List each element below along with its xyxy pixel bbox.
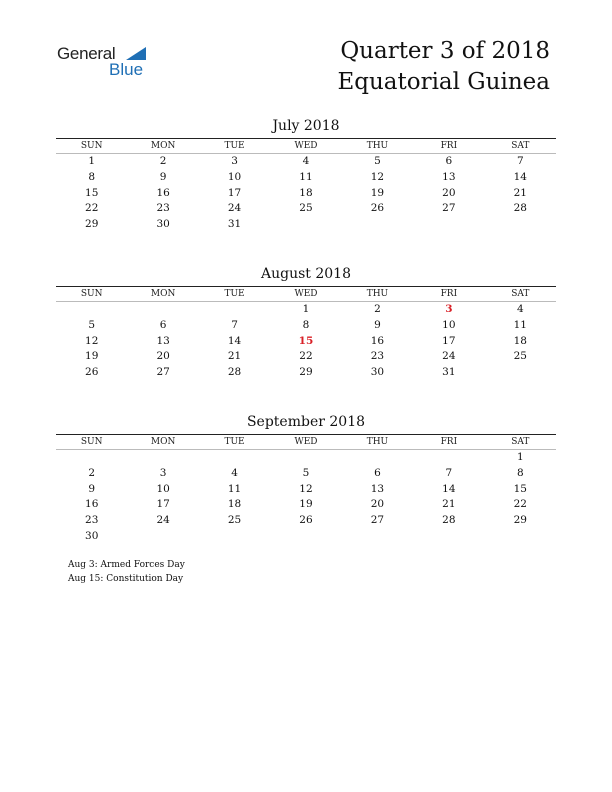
day-cell: 11 xyxy=(299,170,313,183)
day-cell: 3 xyxy=(159,466,167,479)
day-cell: 9 xyxy=(374,318,381,331)
day-cell: 1 xyxy=(88,155,96,167)
holiday-day-cell: 3 xyxy=(445,303,453,315)
day-cell: 6 xyxy=(159,318,167,331)
day-cell: 5 xyxy=(374,155,381,167)
day-cell: 13 xyxy=(370,482,385,495)
day-cell: 27 xyxy=(370,514,385,527)
weekday-header xyxy=(56,435,556,449)
weekday-label: THU xyxy=(366,437,389,447)
day-cell: 28 xyxy=(442,514,456,527)
day-cell: 24 xyxy=(156,514,170,527)
day-cell: 10 xyxy=(227,170,242,183)
empty-day-cell xyxy=(413,450,484,466)
day-cell: 16 xyxy=(370,334,385,347)
day-cell: 8 xyxy=(88,170,96,183)
logo-general-text: General xyxy=(57,44,116,63)
weekday-label: SUN xyxy=(80,289,103,299)
weekday-label: SUN xyxy=(80,141,103,151)
day-cell: 24 xyxy=(227,202,242,215)
day-cell: 25 xyxy=(227,514,242,527)
day-cell: 11 xyxy=(513,318,527,331)
day-cell: 22 xyxy=(85,202,99,215)
day-cell: 19 xyxy=(370,186,385,199)
weekday-header xyxy=(56,139,556,153)
day-cell: 2 xyxy=(88,466,96,479)
weekday-label: THU xyxy=(366,289,389,299)
day-cell: 31 xyxy=(442,366,456,379)
day-cell: 17 xyxy=(442,334,456,347)
day-cell: 21 xyxy=(442,498,456,511)
day-cell: 20 xyxy=(156,350,170,363)
empty-day-cell xyxy=(127,302,198,318)
month-title: September 2018 xyxy=(246,414,366,430)
day-cell: 28 xyxy=(513,202,527,215)
day-cell: 6 xyxy=(374,466,381,479)
weekday-label: SAT xyxy=(511,141,530,151)
day-cell: 30 xyxy=(85,529,99,542)
holiday-note: Aug 3: Armed Forces Day xyxy=(68,560,185,570)
day-cell: 12 xyxy=(85,334,99,347)
empty-day-cell xyxy=(270,450,341,466)
day-cell: 22 xyxy=(513,498,527,511)
day-cell: 1 xyxy=(302,303,310,315)
day-cell: 10 xyxy=(156,482,170,495)
day-cell: 2 xyxy=(159,155,167,167)
day-cell: 16 xyxy=(156,186,170,199)
day-cell: 13 xyxy=(442,170,456,183)
day-cell: 16 xyxy=(85,498,99,511)
day-cell: 20 xyxy=(442,186,456,199)
holiday-notes xyxy=(68,558,185,586)
day-cell: 5 xyxy=(302,466,310,479)
weekday-label: WED xyxy=(294,437,318,447)
day-cell: 18 xyxy=(299,186,313,199)
days-grid xyxy=(56,450,556,545)
empty-day-cell xyxy=(56,302,127,318)
month-calendar-august xyxy=(56,264,556,381)
day-cell: 15 xyxy=(85,186,99,199)
weekday-label: SAT xyxy=(511,437,530,447)
holiday-day-cell: 15 xyxy=(298,334,314,347)
day-cell: 29 xyxy=(85,218,99,231)
day-cell: 15 xyxy=(513,482,527,495)
logo-triangle-icon xyxy=(126,47,146,60)
day-cell: 4 xyxy=(516,303,524,315)
day-cell: 18 xyxy=(513,334,527,347)
month-title: August 2018 xyxy=(261,266,351,282)
empty-day-cell xyxy=(127,450,198,466)
month-title: July 2018 xyxy=(272,118,340,134)
weekday-label: TUE xyxy=(224,437,245,447)
day-cell: 26 xyxy=(299,514,313,527)
day-cell: 25 xyxy=(513,350,527,363)
weekday-label: FRI xyxy=(440,437,458,447)
day-cell: 28 xyxy=(227,366,242,379)
day-cell: 23 xyxy=(156,202,170,215)
day-cell: 6 xyxy=(445,155,453,167)
day-cell: 8 xyxy=(302,318,310,331)
day-cell: 27 xyxy=(156,366,170,379)
day-cell: 29 xyxy=(513,514,527,527)
day-cell: 19 xyxy=(85,350,99,363)
month-calendar-september xyxy=(56,412,556,545)
day-cell: 23 xyxy=(370,350,385,363)
empty-day-cell xyxy=(199,450,270,466)
day-cell: 12 xyxy=(370,170,385,183)
day-cell: 8 xyxy=(516,466,524,479)
day-cell: 7 xyxy=(231,318,238,331)
day-cell: 5 xyxy=(88,318,96,331)
weekday-label: MON xyxy=(150,289,176,299)
day-cell: 14 xyxy=(513,170,527,183)
logo-blue-text: Blue xyxy=(109,60,144,79)
day-cell: 26 xyxy=(85,366,99,379)
days-grid xyxy=(56,154,556,233)
day-cell: 11 xyxy=(227,482,242,495)
day-cell: 14 xyxy=(442,482,456,495)
holiday-note: Aug 15: Constitution Day xyxy=(68,574,184,584)
empty-day-cell xyxy=(199,302,270,318)
day-cell: 25 xyxy=(299,202,313,215)
day-cell: 9 xyxy=(159,170,167,183)
day-cell: 30 xyxy=(156,218,170,231)
day-cell: 29 xyxy=(299,366,313,379)
weekday-label: FRI xyxy=(440,141,458,151)
day-cell: 10 xyxy=(442,318,456,331)
empty-day-cell xyxy=(342,450,413,466)
day-cell: 20 xyxy=(370,498,385,511)
day-cell: 31 xyxy=(227,218,242,231)
page-title-line1: Quarter 3 of 2018 xyxy=(340,38,550,64)
day-cell: 14 xyxy=(227,334,242,347)
day-cell: 27 xyxy=(442,202,456,215)
day-cell: 17 xyxy=(156,498,170,511)
day-cell: 18 xyxy=(227,498,242,511)
day-cell: 30 xyxy=(370,366,385,379)
day-cell: 3 xyxy=(231,155,238,167)
days-grid xyxy=(56,302,556,381)
day-cell: 7 xyxy=(445,466,453,479)
day-cell: 21 xyxy=(227,350,242,363)
weekday-label: WED xyxy=(294,289,318,299)
day-cell: 24 xyxy=(442,350,456,363)
day-cell: 9 xyxy=(88,482,96,495)
weekday-label: TUE xyxy=(224,141,245,151)
page-title xyxy=(337,36,550,98)
day-cell: 12 xyxy=(299,482,313,495)
weekday-label: MON xyxy=(150,141,176,151)
day-cell: 22 xyxy=(299,350,313,363)
logo xyxy=(57,44,157,84)
weekday-label: THU xyxy=(366,141,389,151)
month-calendar-july xyxy=(56,116,556,233)
page-title-line2: Equatorial Guinea xyxy=(337,69,550,95)
day-cell: 7 xyxy=(516,155,524,167)
empty-day-cell xyxy=(56,450,127,466)
day-cell: 19 xyxy=(299,498,313,511)
day-cell: 21 xyxy=(513,186,527,199)
day-cell: 23 xyxy=(85,514,99,527)
weekday-label: SUN xyxy=(80,437,103,447)
weekday-header xyxy=(56,287,556,301)
day-cell: 17 xyxy=(227,186,242,199)
day-cell: 26 xyxy=(370,202,385,215)
weekday-label: SAT xyxy=(511,289,530,299)
day-cell: 4 xyxy=(302,155,310,167)
weekday-label: FRI xyxy=(440,289,458,299)
day-cell: 13 xyxy=(156,334,170,347)
day-cell: 2 xyxy=(374,303,381,315)
day-cell: 4 xyxy=(231,466,238,479)
weekday-label: WED xyxy=(294,141,318,151)
day-cell: 1 xyxy=(516,451,524,463)
weekday-label: TUE xyxy=(224,289,245,299)
weekday-label: MON xyxy=(150,437,176,447)
